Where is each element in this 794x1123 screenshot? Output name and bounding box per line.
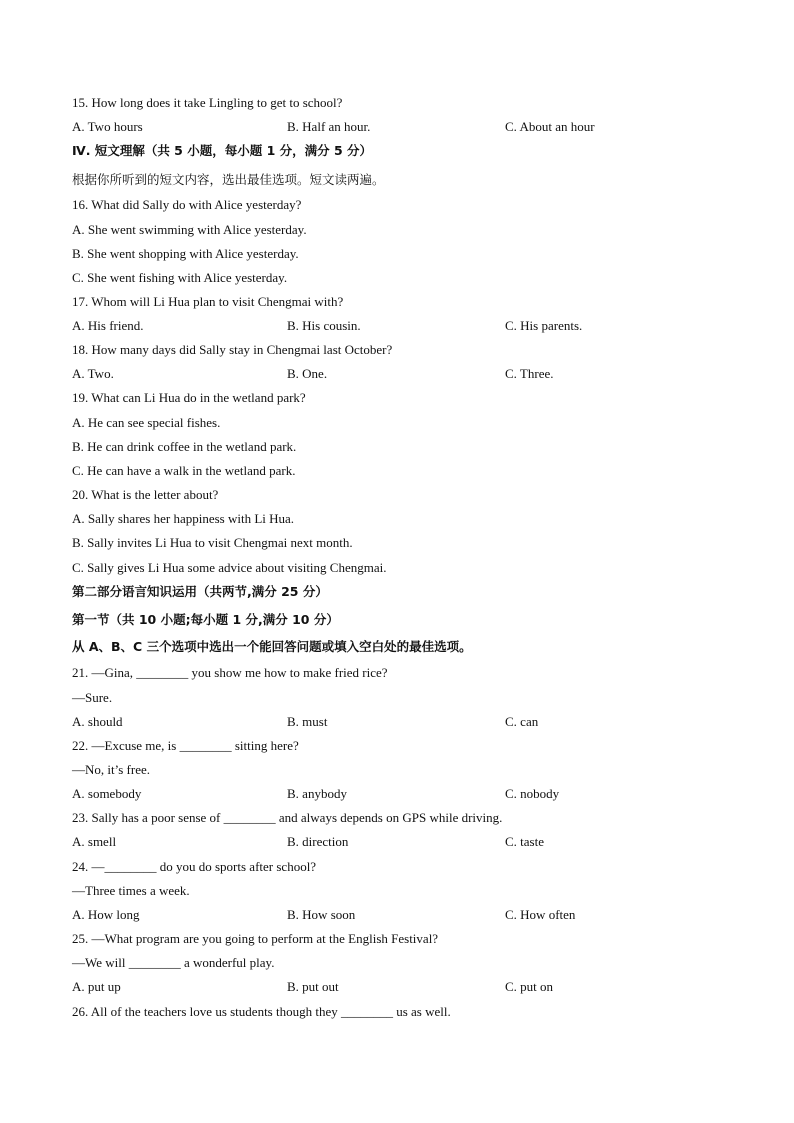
q18-option-c: C. Three.: [505, 366, 554, 381]
q22-option-b: B. anybody: [287, 786, 347, 801]
q15-option-c: C. About an hour: [505, 119, 595, 134]
q21-reply: —Sure.: [72, 690, 113, 705]
q22-option-a: A. somebody: [72, 786, 142, 801]
q23-stem: 23. Sally has a poor sense of ________ and always depends on GPS while driving.: [72, 810, 503, 825]
q22-option-c: C. nobody: [505, 786, 560, 801]
q19-option-c: C. He can have a walk in the wetland park.: [72, 463, 296, 478]
section-4-instructions: 根据你所听到的短文内容，选出最佳选项。短文读两遍。: [72, 172, 385, 187]
q15-stem: 15. How long does it take Lingling to get to school?: [72, 95, 343, 110]
q18-option-a: A. Two.: [72, 366, 114, 381]
q24-stem: 24. —________ do you do sports after school?: [72, 859, 317, 874]
q19-stem: 19. What can Li Hua do in the wetland park?: [72, 390, 306, 405]
q21-option-b: B. must: [287, 714, 328, 729]
q24-option-b: B. How soon: [287, 907, 356, 922]
q24-option-c: C. How often: [505, 907, 576, 922]
part-2-title: 第二部分语言知识运用（共两节,满分 25 分）: [72, 584, 328, 599]
q24-options: [72, 906, 732, 924]
q21-options: [72, 713, 732, 731]
q19-option-a: A. He can see special fishes.: [72, 415, 221, 430]
q17-options: [72, 317, 732, 335]
q23-option-b: B. direction: [287, 834, 349, 849]
q24-reply: —Three times a week.: [72, 883, 190, 898]
q20-option-c: C. Sally gives Li Hua some advice about visiting Chengmai.: [72, 560, 387, 575]
q16-option-a: A. She went swimming with Alice yesterday.: [72, 222, 307, 237]
q19-option-b: B. He can drink coffee in the wetland park.: [72, 439, 297, 454]
q22-reply: —No, it’s free.: [72, 762, 150, 777]
q18-stem: 18. How many days did Sally stay in Chengmai last October?: [72, 342, 393, 357]
q26-stem: 26. All of the teachers love us students though they ________ us as well.: [72, 1004, 451, 1019]
q15-option-a: A. Two hours: [72, 119, 143, 134]
q25-stem: 25. —What program are you going to perform at the English Festival?: [72, 931, 439, 946]
q16-option-b: B. She went shopping with Alice yesterday.: [72, 246, 299, 261]
q20-option-a: A. Sally shares her happiness with Li Hua.: [72, 511, 295, 526]
q21-option-a: A. should: [72, 714, 123, 729]
q20-option-b: B. Sally invites Li Hua to visit Chengmai next month.: [72, 535, 353, 550]
q23-option-a: A. smell: [72, 834, 117, 849]
q22-stem: 22. —Excuse me, is ________ sitting here?: [72, 738, 299, 753]
q25-option-c: C. put on: [505, 979, 554, 994]
q20-stem: 20. What is the letter about?: [72, 487, 219, 502]
q25-option-b: B. put out: [287, 979, 339, 994]
q25-option-a: A. put up: [72, 979, 121, 994]
section-1-title: 第一节（共 10 小题;每小题 1 分,满分 10 分）: [72, 612, 339, 627]
q18-options: [72, 365, 732, 383]
q16-stem: 16. What did Sally do with Alice yesterday?: [72, 197, 302, 212]
section-4-title: Ⅳ. 短文理解（共 5 小题，每小题 1 分，满分 5 分）: [72, 143, 373, 158]
q15-options: [72, 118, 732, 136]
q17-option-b: B. His cousin.: [287, 318, 361, 333]
q17-option-c: C. His parents.: [505, 318, 583, 333]
q22-options: [72, 785, 732, 803]
section-1-instructions: 从 A、B、C 三个选项中选出一个能回答问题或填入空白处的最佳选项。: [72, 639, 472, 654]
q24-option-a: A. How long: [72, 907, 140, 922]
q23-options: [72, 833, 732, 851]
q15-option-b: B. Half an hour.: [287, 119, 371, 134]
q25-options: [72, 978, 732, 996]
q18-option-b: B. One.: [287, 366, 328, 381]
q17-option-a: A. His friend.: [72, 318, 144, 333]
q23-option-c: C. taste: [505, 834, 544, 849]
q16-option-c: C. She went fishing with Alice yesterday.: [72, 270, 288, 285]
q17-stem: 17. Whom will Li Hua plan to visit Chengmai with?: [72, 294, 344, 309]
q21-stem: 21. —Gina, ________ you show me how to make fried rice?: [72, 665, 388, 680]
q25-reply: —We will ________ a wonderful play.: [72, 955, 275, 970]
q21-option-c: C. can: [505, 714, 539, 729]
